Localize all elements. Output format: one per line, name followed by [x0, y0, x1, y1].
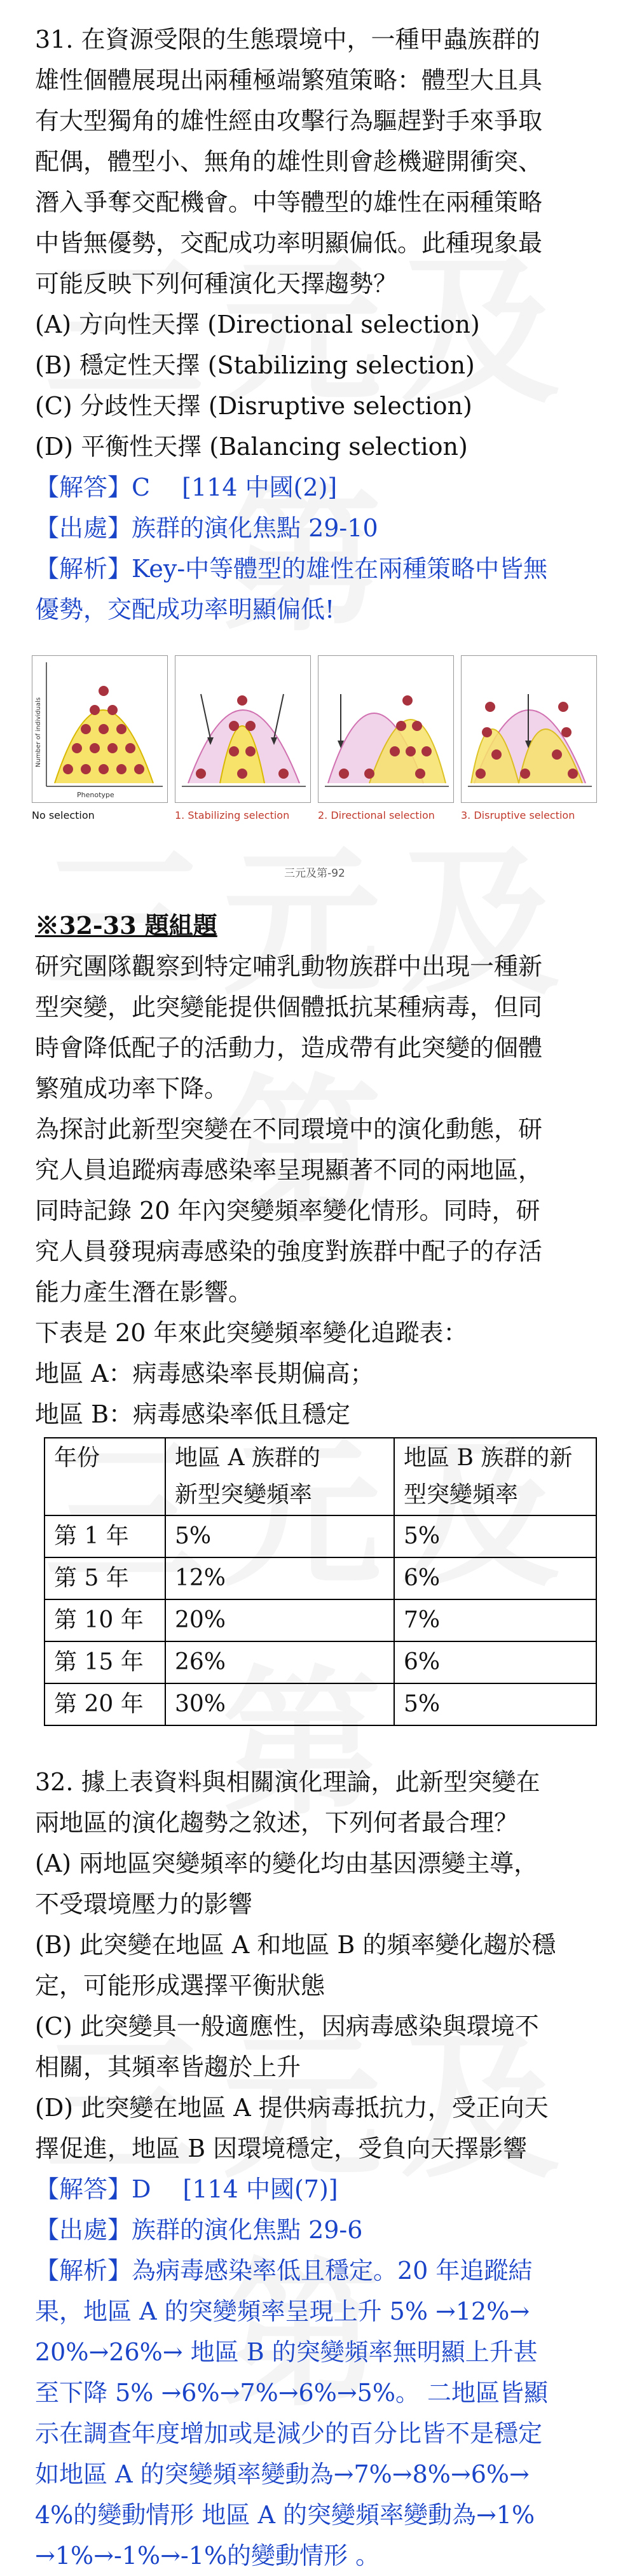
mutation-frequency-table — [44, 1437, 597, 1726]
answer-line: 【解答】C [114 中國(2)] — [35, 473, 338, 501]
source-line: 【出處】族群的演化焦點 29-10 — [35, 514, 378, 542]
question-text-line: 有大型獨角的雄性經由攻擊行為驅趕對手來爭取 — [35, 107, 543, 135]
table-row — [44, 1683, 596, 1725]
analysis-line: 至下降 5% →6%→7%→6%→5%。 二地區皆顯 — [35, 2379, 549, 2407]
selection-figure — [32, 655, 604, 846]
y-axis-label: Number of individuals — [35, 697, 42, 767]
source-line: 【出處】族群的演化焦點 29-6 — [35, 2216, 363, 2244]
table-cell: 30% — [165, 1683, 394, 1725]
table-header-region-a: 地區 A 族群的 新型突變頻率 — [165, 1438, 394, 1515]
table-row — [44, 1515, 596, 1557]
table-cell: 第 15 年 — [44, 1641, 165, 1683]
table-cell: 7% — [394, 1599, 596, 1641]
intro-line: 型突變，此突變能提供個體抵抗某種病毒，但同 — [35, 993, 543, 1021]
option-b-cont: 定，可能形成選擇平衡狀態 — [35, 1972, 325, 2000]
table-row — [44, 1557, 596, 1599]
analysis-line: 如地區 A 的突變頻率變動為→7%→8%→6%→ — [35, 2460, 530, 2488]
intro-line: 下表是 20 年來此突變頻率變化追蹤表： — [35, 1319, 468, 1347]
table-header-year: 年份 — [44, 1438, 165, 1515]
panel-label: No selection — [32, 809, 95, 821]
x-axis-label: Phenotype — [77, 791, 114, 799]
table-cell: 5% — [394, 1683, 596, 1725]
option-a: (A) 兩地區突變頻率的變化均由基因漂變主導， — [35, 1849, 538, 1877]
intro-line: 時會降低配子的活動力，造成帶有此突變的個體 — [35, 1034, 543, 1062]
table-cell: 20% — [165, 1599, 394, 1641]
option-d: (D) 平衡性天擇 (Balancing selection) — [35, 433, 468, 461]
table-cell: 6% — [394, 1641, 596, 1683]
table-cell: 6% — [394, 1557, 596, 1599]
option-a-cont: 不受環境壓力的影響 — [35, 1890, 253, 1918]
intro-line: 繁殖成功率下降。 — [35, 1075, 229, 1103]
table-cell: 12% — [165, 1557, 394, 1599]
question-32 — [35, 1762, 594, 2576]
intro-line: 地區 B：病毒感染率低且穩定 — [35, 1400, 351, 1428]
analysis-line: →1%→-1%→-1%的變動情形 。 — [35, 2542, 380, 2570]
analysis-line: 優勢，交配成功率明顯偏低! — [35, 595, 335, 623]
question-text-line: 雄性個體展現出兩種極端繁殖策略：體型大且具 — [35, 66, 543, 94]
table-cell: 第 5 年 — [44, 1557, 165, 1599]
panel-directional — [318, 655, 454, 803]
table-row — [44, 1599, 596, 1641]
directional-graph — [318, 656, 453, 802]
panel-label: 1. Stabilizing selection — [175, 809, 290, 821]
option-c: (C) 分歧性天擇 (Disruptive selection) — [35, 392, 472, 420]
answer-line: 【解答】D [114 中國(7)] — [35, 2175, 338, 2203]
analysis-line: 4%的變動情形 地區 A 的突變頻率變動為→1% — [35, 2501, 535, 2529]
analysis-line: 果，地區 A 的突變頻率呈現上升 5% →12%→ — [35, 2297, 530, 2325]
table-cell: 5% — [165, 1515, 394, 1557]
analysis-line: 【解析】為病毒感染率低且穩定。20 年追蹤結 — [35, 2257, 533, 2285]
no-selection-graph — [32, 656, 167, 802]
option-d-cont: 擇促進，地區 B 因環境穩定，受負向天擇影響 — [35, 2134, 528, 2162]
panel-stabilizing — [175, 655, 311, 803]
panel-label: 3. Disruptive selection — [461, 809, 575, 821]
option-d: (D) 此突變在地區 A 提供病毒抵抗力，受正向天 — [35, 2094, 549, 2122]
question-text-line: 中皆無優勢，交配成功率明顯偏低。此種現象最 — [35, 229, 543, 257]
intro-line: 地區 A：病毒感染率長期偏高； — [35, 1360, 374, 1388]
panel-label: 2. Directional selection — [318, 809, 435, 821]
table-cell: 第 20 年 — [44, 1683, 165, 1725]
analysis-line: 示在調查年度增加或是減少的百分比皆不是穩定 — [35, 2419, 543, 2447]
table-header-row — [44, 1438, 596, 1515]
table-cell: 第 1 年 — [44, 1515, 165, 1557]
table-cell: 5% — [394, 1515, 596, 1557]
analysis-line: 20%→26%→ 地區 B 的突變頻率無明顯上升甚 — [35, 2338, 538, 2366]
intro-line: 究人員追蹤病毒感染率呈現顯著不同的兩地區， — [35, 1156, 543, 1184]
question-text-line: 配偶，體型小、無角的雄性則會趁機避開衝突、 — [35, 148, 543, 176]
table-cell: 26% — [165, 1641, 394, 1683]
question-text-line: 32. 據上表資料與相關演化理論，此新型突變在 — [35, 1768, 540, 1796]
intro-line: 為探討此新型突變在不同環境中的演化動態，研 — [35, 1115, 543, 1143]
analysis-line: 【解析】Key-中等體型的雄性在兩種策略中皆無 — [35, 555, 548, 583]
document-page — [32, 19, 594, 2576]
panel-disruptive — [461, 655, 597, 803]
question-text-line: 兩地區的演化趨勢之敘述，下列何者最合理？ — [35, 1809, 519, 1837]
option-a: (A) 方向性天擇 (Directional selection) — [35, 310, 480, 338]
option-c: (C) 此突變具一般適應性，因病毒感染與環境不 — [35, 2012, 539, 2040]
question-group-32-33 — [35, 905, 594, 1726]
group-title: ※32-33 題組題 — [35, 911, 217, 940]
stabilizing-graph — [175, 656, 310, 802]
question-text-line: 可能反映下列何種演化天擇趨勢？ — [35, 270, 398, 298]
option-b: (B) 此突變在地區 A 和地區 B 的頻率變化趨於穩 — [35, 1931, 556, 1959]
table-cell: 第 10 年 — [44, 1599, 165, 1641]
table-row — [44, 1641, 596, 1683]
disruptive-graph — [462, 656, 596, 802]
intro-line: 同時記錄 20 年內突變頻率變化情形。同時，研 — [35, 1197, 540, 1225]
panel-no-selection — [32, 655, 168, 803]
question-31 — [35, 19, 594, 630]
question-text-line: 31. 在資源受限的生態環境中，一種甲蟲族群的 — [35, 25, 540, 53]
table-header-region-b: 地區 B 族群的新 型突變頻率 — [394, 1438, 596, 1515]
question-text-line: 潛入爭奪交配機會。中等體型的雄性在兩種策略 — [35, 188, 543, 216]
option-c-cont: 相關，其頻率皆趨於上升 — [35, 2053, 301, 2081]
intro-line: 研究團隊觀察到特定哺乳動物族群中出現一種新 — [35, 952, 543, 980]
intro-line: 能力產生潛在影響。 — [35, 1278, 253, 1306]
option-b: (B) 穩定性天擇 (Stabilizing selection) — [35, 351, 475, 379]
intro-line: 究人員發現病毒感染的強度對族群中配子的存活 — [35, 1237, 543, 1265]
figure-caption: 三元及第-92 — [284, 867, 345, 880]
